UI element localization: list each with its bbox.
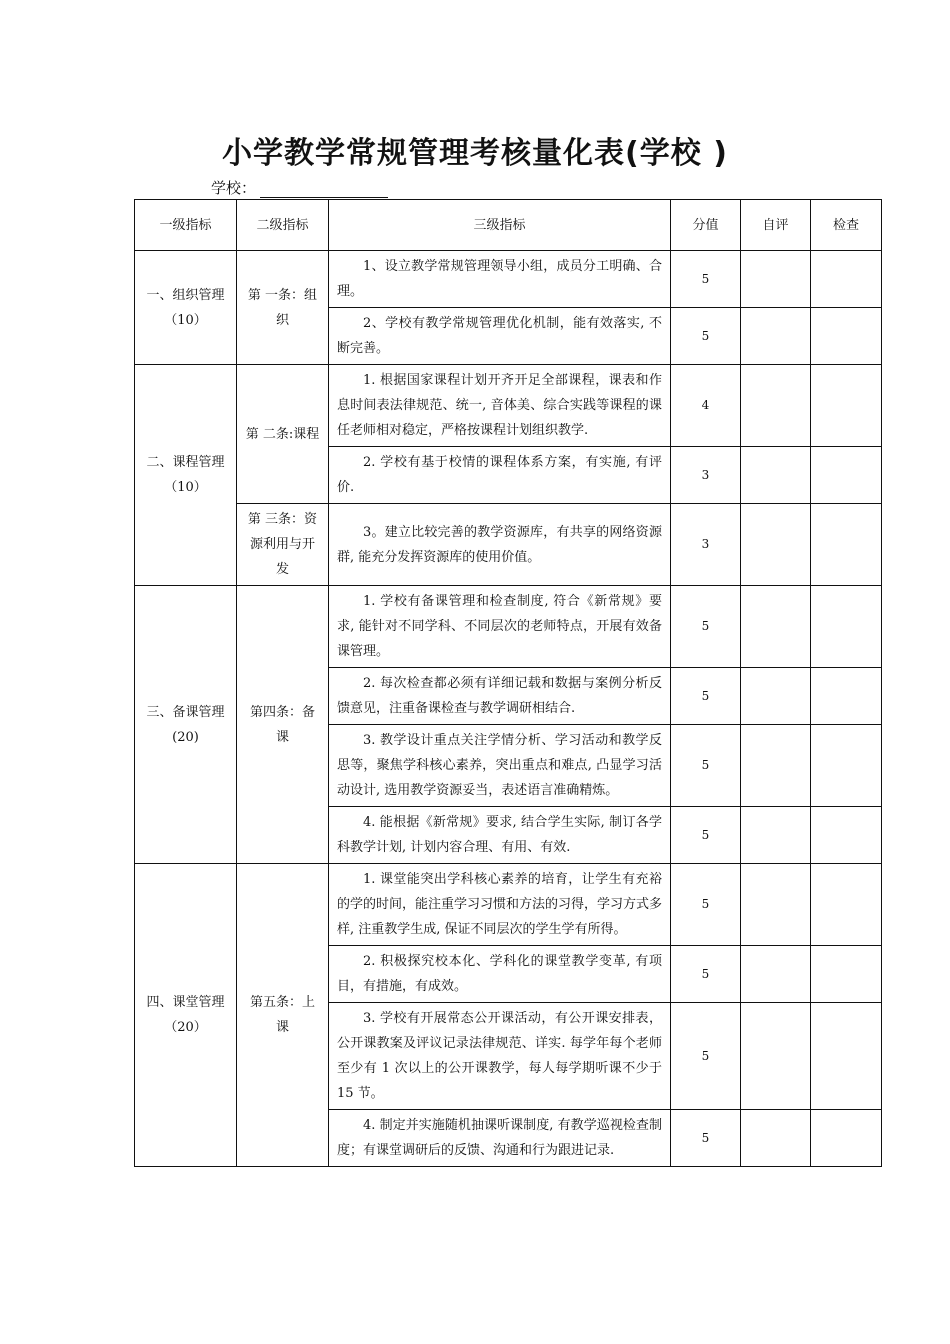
school-blank-line[interactable] xyxy=(260,183,388,198)
check-cell[interactable] xyxy=(811,1110,882,1167)
level3-indicator: 4. 能根据《新常规》要求, 结合学生实际, 制订各学科教学计划, 计划内容合理、有用、有效. xyxy=(329,807,671,864)
self-eval-cell[interactable] xyxy=(741,308,811,365)
self-eval-cell[interactable] xyxy=(741,1003,811,1110)
self-eval-cell[interactable] xyxy=(741,946,811,1003)
check-cell[interactable] xyxy=(811,365,882,447)
check-cell[interactable] xyxy=(811,586,882,668)
level3-indicator: 2. 学校有基于校情的课程体系方案，有实施, 有评价. xyxy=(329,447,671,504)
self-eval-cell[interactable] xyxy=(741,365,811,447)
score-cell: 5 xyxy=(671,1003,741,1110)
score-cell: 3 xyxy=(671,504,741,586)
score-cell: 5 xyxy=(671,668,741,725)
level3-indicator: 1. 根据国家课程计划开齐开足全部课程，课表和作息时间表法律规范、统一, 音体美、综合实践等课程的课任老师相对稳定，严格按课程计划组织教学. xyxy=(329,365,671,447)
header-level1: 一级指标 xyxy=(135,200,237,251)
check-cell[interactable] xyxy=(811,807,882,864)
check-cell[interactable] xyxy=(811,504,882,586)
self-eval-cell[interactable] xyxy=(741,504,811,586)
table-row xyxy=(135,864,882,946)
table-row xyxy=(135,251,882,308)
level3-indicator: 1. 学校有备课管理和检查制度, 符合《新常规》要求, 能针对不同学科、不同层次的老师特点，开展有效备课管理。 xyxy=(329,586,671,668)
self-eval-cell[interactable] xyxy=(741,586,811,668)
score-cell: 3 xyxy=(671,447,741,504)
header-level2: 二级指标 xyxy=(237,200,329,251)
level3-indicator: 3. 学校有开展常态公开课活动，有公开课安排表，公开课教案及评议记录法律规范、详实. 每学年每个老师至少有 1 次以上的公开课教学，每人每学期听课不少于 15 节。 xyxy=(329,1003,671,1110)
self-eval-cell[interactable] xyxy=(741,251,811,308)
check-cell[interactable] xyxy=(811,946,882,1003)
level1-indicator: 三、备课管理(20) xyxy=(135,586,237,864)
school-label: 学校： xyxy=(211,179,257,197)
level3-indicator: 4. 制定并实施随机抽课听课制度, 有教学巡视检查制度；有课堂调研后的反馈、沟通和行为跟进记录. xyxy=(329,1110,671,1167)
header-self-eval: 自评 xyxy=(741,200,811,251)
level3-indicator: 3. 教学设计重点关注学情分析、学习活动和教学反思等，聚焦学科核心素养，突出重点和难点, 凸显学习活动设计, 选用教学资源妥当，表述语言准确精炼。 xyxy=(329,725,671,807)
header-check: 检查 xyxy=(811,200,882,251)
table-row xyxy=(135,586,882,668)
score-cell: 5 xyxy=(671,725,741,807)
header-row xyxy=(135,200,882,251)
level3-indicator: 3。建立比较完善的教学资源库，有共享的网络资源群, 能充分发挥资源库的使用价值。 xyxy=(329,504,671,586)
table-row xyxy=(135,365,882,447)
self-eval-cell[interactable] xyxy=(741,807,811,864)
score-cell: 5 xyxy=(671,807,741,864)
level3-indicator: 2. 积极探究校本化、学科化的课堂教学变革, 有项目，有措施，有成效。 xyxy=(329,946,671,1003)
score-cell: 5 xyxy=(671,308,741,365)
self-eval-cell[interactable] xyxy=(741,1110,811,1167)
level1-indicator: 四、课堂管理（20） xyxy=(135,864,237,1167)
self-eval-cell[interactable] xyxy=(741,447,811,504)
score-cell: 5 xyxy=(671,586,741,668)
header-level3: 三级指标 xyxy=(329,200,671,251)
score-cell: 5 xyxy=(671,946,741,1003)
check-cell[interactable] xyxy=(811,251,882,308)
assessment-table xyxy=(134,199,882,1167)
score-cell: 4 xyxy=(671,365,741,447)
check-cell[interactable] xyxy=(811,1003,882,1110)
level2-indicator: 第 二条:课程 xyxy=(237,365,329,504)
check-cell[interactable] xyxy=(811,668,882,725)
level2-indicator: 第五条：上课 xyxy=(237,864,329,1167)
level1-indicator: 二、课程管理（10） xyxy=(135,365,237,586)
level1-indicator: 一、组织管理（10） xyxy=(135,251,237,365)
level2-indicator: 第 三条：资源利用与开发 xyxy=(237,504,329,586)
score-cell: 5 xyxy=(671,1110,741,1167)
header-score: 分值 xyxy=(671,200,741,251)
score-cell: 5 xyxy=(671,251,741,308)
check-cell[interactable] xyxy=(811,864,882,946)
level3-indicator: 1、设立教学常规管理领导小组，成员分工明确、合理。 xyxy=(329,251,671,308)
level3-indicator: 2、学校有教学常规管理优化机制，能有效落实, 不断完善。 xyxy=(329,308,671,365)
level3-indicator: 1. 课堂能突出学科核心素养的培育，让学生有充裕的学的时间，能注重学习习惯和方法的习得，学习方式多样, 注重教学生成, 保证不同层次的学生学有所得。 xyxy=(329,864,671,946)
check-cell[interactable] xyxy=(811,308,882,365)
self-eval-cell[interactable] xyxy=(741,668,811,725)
self-eval-cell[interactable] xyxy=(741,864,811,946)
self-eval-cell[interactable] xyxy=(741,725,811,807)
table-row xyxy=(135,504,882,586)
level2-indicator: 第四条：备课 xyxy=(237,586,329,864)
check-cell[interactable] xyxy=(811,725,882,807)
check-cell[interactable] xyxy=(811,447,882,504)
page-title: 小学教学常规管理考核量化表(学校 ) xyxy=(222,136,728,171)
score-cell: 5 xyxy=(671,864,741,946)
school-field xyxy=(211,177,388,198)
level2-indicator: 第 一条：组织 xyxy=(237,251,329,365)
level3-indicator: 2. 每次检查都必须有详细记载和数据与案例分析反馈意见，注重备课检查与教学调研相结合. xyxy=(329,668,671,725)
